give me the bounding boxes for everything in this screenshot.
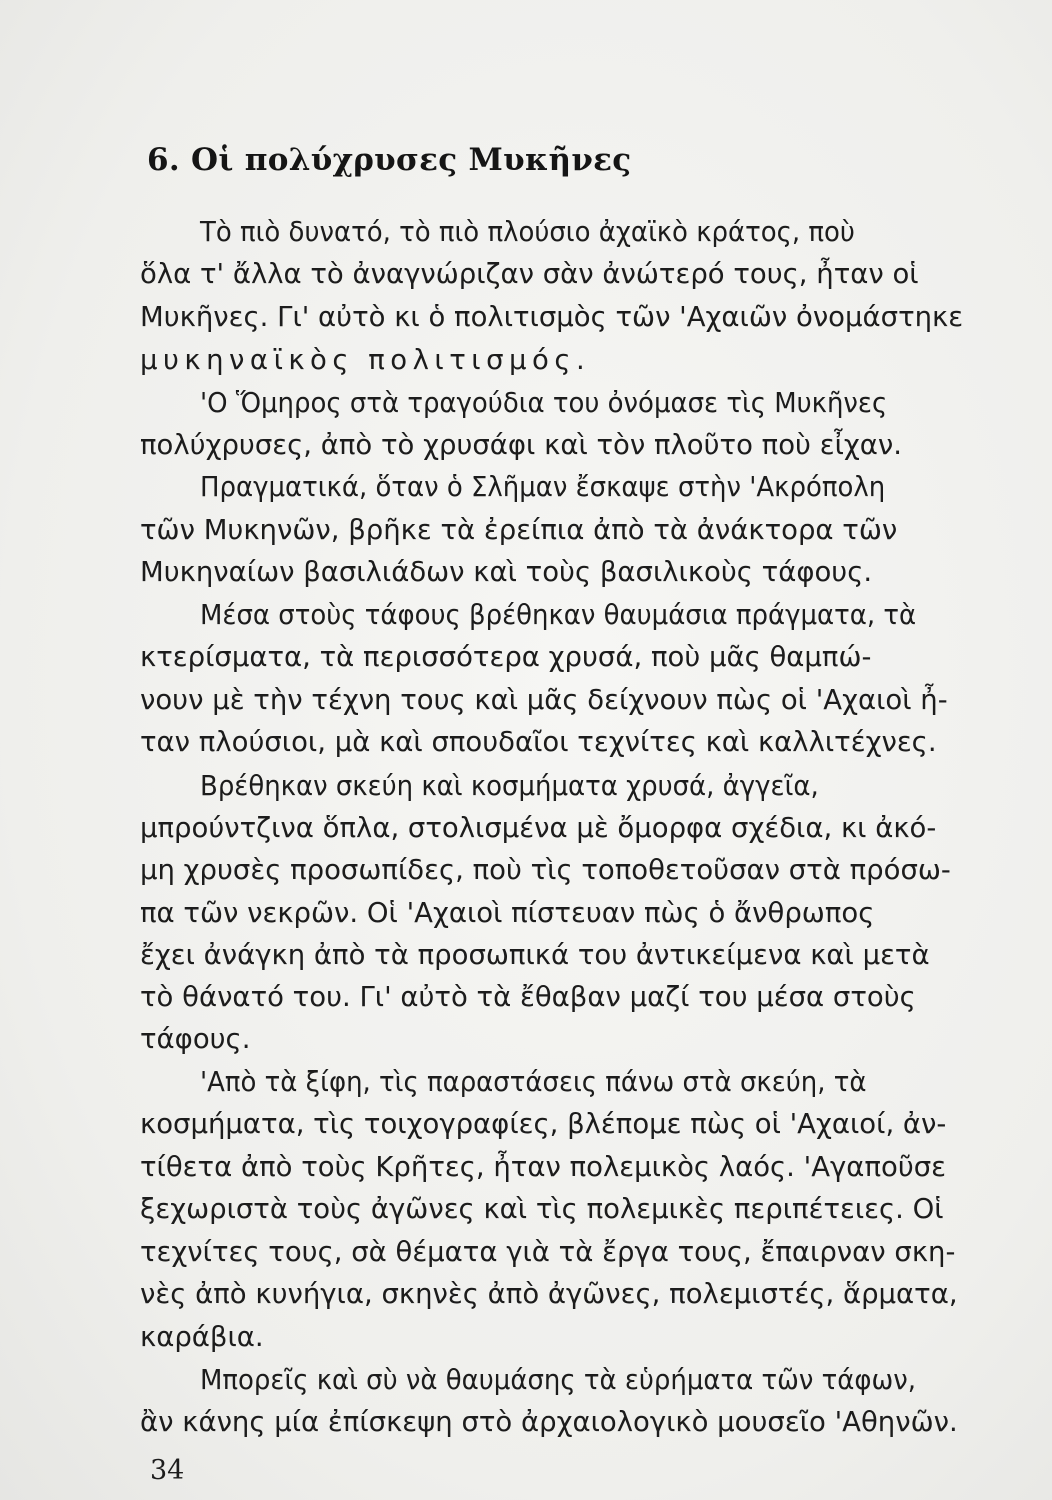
- text-line: Βρέθηκαν σκεύη καὶ κοσμήματα χρυσά, ἀγγεῖα,: [200, 770, 819, 802]
- text-line: κτερίσματα, τὰ περισσότερα χρυσά, ποὺ μᾶς θαμπώ-: [140, 641, 872, 673]
- text-line: μπρούντζινα ὅπλα, στολισμένα μὲ ὄμορφα σχέδια, κι ἀκό-: [140, 812, 937, 844]
- text-line: ὅλα τ' ἄλλα τὸ ἀναγνώριζαν σὰν ἀνώτερό τους, ἦταν οἱ: [140, 258, 919, 290]
- page-number: 34: [150, 1455, 185, 1486]
- text-line: τάφους.: [140, 1023, 251, 1055]
- text-line: μη χρυσὲς προσωπίδες, ποὺ τὶς τοποθετοῦσαν στὰ πρόσω-: [140, 854, 951, 886]
- text-line: Πραγματικά, ὅταν ὁ Σλῆμαν ἔσκαψε στὴν 'Ακρόπολη: [200, 471, 886, 503]
- text-line: Τὸ πιὸ δυνατό, τὸ πιὸ πλούσιο ἀχαϊκὸ κράτος, ποὺ: [200, 216, 855, 248]
- text-line: ἂν κάνης μία ἐπίσκεψη στὸ ἀρχαιολογικὸ μουσεῖο 'Αθηνῶν.: [140, 1406, 958, 1438]
- chapter-title: 6. Οἱ πολύχρυσες Μυκῆνες: [147, 142, 632, 178]
- text-line: ξεχωριστὰ τοὺς ἀγῶνες καὶ τὶς πολεμικὲς περιπέτειες. Οἱ: [140, 1193, 944, 1225]
- text-line: τὸ θάνατό του. Γι' αὐτὸ τὰ ἔθαβαν μαζί του μέσα στοὺς: [140, 981, 916, 1013]
- text-line: τεχνίτες τους, σὰ θέματα γιὰ τὰ ἔργα τους, ἔπαιρναν σκη-: [140, 1236, 956, 1268]
- text-line: νὲς ἀπὸ κυνήγια, σκηνὲς ἀπὸ ἀγῶνες, πολεμιστές, ἅρματα,: [140, 1278, 958, 1310]
- text-line: ταν πλούσιοι, μὰ καὶ σπουδαῖοι τεχνίτες καὶ καλλιτέχνες.: [140, 726, 937, 758]
- text-line: Μυκηναίων βασιλιάδων καὶ τοὺς βασιλικοὺς τάφους.: [140, 556, 873, 588]
- text-line: κοσμήματα, τὶς τοιχογραφίες, βλέπομε πὼς οἱ 'Αχαιοί, ἀν-: [140, 1108, 947, 1140]
- emphasized-term-line: μυκηναϊκὸς πολιτισμός.: [140, 344, 591, 376]
- text-line: πολύχρυσες, ἀπὸ τὸ χρυσάφι καὶ τὸν πλοῦτο ποὺ εἶχαν.: [140, 429, 902, 461]
- text-line: 'Ο Ὅμηρος στὰ τραγούδια του ὀνόμασε τὶς Μυκῆνες: [200, 387, 888, 419]
- text-line: νουν μὲ τὴν τέχνη τους καὶ μᾶς δείχνουν πὼς οἱ 'Αχαιοὶ ἦ-: [140, 684, 948, 716]
- text-line: πα τῶν νεκρῶν. Οἱ 'Αχαιοὶ πίστευαν πὼς ὁ ἄνθρωπος: [140, 897, 875, 929]
- text-line: Μυκῆνες. Γι' αὐτὸ κι ὁ πολιτισμὸς τῶν 'Αχαιῶν ὀνομάστηκε: [140, 301, 964, 333]
- text-line: ἔχει ἀνάγκη ἀπὸ τὰ προσωπικά του ἀντικείμενα καὶ μετὰ: [140, 939, 930, 971]
- text-line: τῶν Μυκηνῶν, βρῆκε τὰ ἐρείπια ἀπὸ τὰ ἀνάκτορα τῶν: [140, 514, 898, 546]
- text-line: 'Απὸ τὰ ξίφη, τὶς παραστάσεις πάνω στὰ σκεύη, τὰ: [200, 1066, 867, 1098]
- text-line: Μπορεῖς καὶ σὺ νὰ θαυμάσης τὰ εὑρήματα τῶν τάφων,: [200, 1364, 917, 1396]
- text-line: καράβια.: [140, 1321, 264, 1353]
- text-line: τίθετα ἀπὸ τοὺς Κρῆτες, ἦταν πολεμικὸς λαός. 'Αγαποῦσε: [140, 1151, 947, 1183]
- text-line: Μέσα στοὺς τάφους βρέθηκαν θαυμάσια πράγματα, τὰ: [200, 599, 917, 631]
